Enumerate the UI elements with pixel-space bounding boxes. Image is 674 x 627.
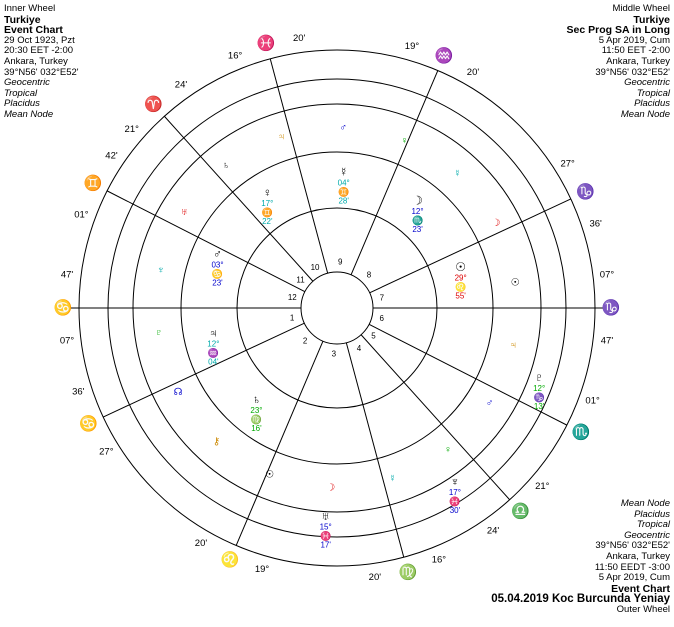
cusp-degree: 01°	[74, 209, 89, 221]
cusp-sign-capricorn-icon: ♑	[601, 299, 621, 317]
planet-degree: 15°	[319, 522, 332, 532]
cusp-minutes: 24'	[486, 525, 500, 537]
house-number: 6	[379, 314, 384, 324]
planet-degree: 12°	[411, 207, 424, 217]
middle-chart-date: 5 Apr 2019, Cum	[598, 34, 670, 46]
house-number: 2	[302, 336, 308, 346]
progressed-glyph-icon: ♄	[222, 160, 230, 172]
outer-chart-place: Ankara, Turkey	[606, 550, 670, 562]
planet-sign-icon: ♏	[411, 215, 424, 226]
planet-sign-icon: ♒	[207, 348, 219, 359]
house-cusp-line	[351, 97, 426, 275]
house-number: 4	[356, 343, 362, 353]
cusp-minutes: 24'	[174, 79, 188, 91]
planet-sign-icon: ♊	[338, 187, 350, 198]
cusp-degree: 19°	[254, 563, 270, 575]
middle-option: Mean Node	[620, 108, 670, 120]
planet-minutes: 13'	[533, 402, 545, 412]
planet-glyph-icon: ♆	[450, 474, 460, 489]
inner-chart-coords: 39°N56' 032°E52'	[4, 66, 79, 78]
cusp-minutes: 20'	[466, 66, 480, 78]
house-cusp-tick	[426, 71, 437, 98]
progressed-glyph-icon: ♅	[180, 207, 189, 219]
progressed-glyph-icon: ♃	[509, 339, 517, 351]
progressed-glyph-icon: ☽	[326, 482, 336, 494]
cusp-minutes: 47'	[60, 269, 74, 281]
house-cusp-line	[184, 138, 313, 281]
progressed-glyph-icon: ♀	[400, 135, 409, 147]
progressed-glyph-icon: ☿	[388, 473, 397, 485]
outer-wheel-label: Outer Wheel	[616, 603, 670, 615]
planet-glyph-icon: ♇	[534, 370, 544, 385]
cusp-degree: 27°	[99, 446, 114, 458]
planet-sign-icon: ♋	[211, 269, 224, 280]
progressed-glyph-icon: ☊	[173, 387, 183, 399]
house-cusp-tick	[270, 59, 278, 87]
outer-option: Mean Node	[620, 498, 670, 509]
house-cusp-tick	[103, 405, 129, 417]
cusp-degree: 21°	[535, 480, 550, 492]
planet-minutes: 23'	[212, 278, 223, 288]
house-number: 3	[331, 349, 337, 359]
planet-sign-icon: ♓	[449, 496, 461, 507]
cusp-degree: 16°	[431, 554, 447, 566]
planet-degree: 03°	[211, 260, 224, 270]
inner-chart-place: Ankara, Turkey	[4, 55, 68, 67]
progressed-glyph-icon: ♂	[485, 397, 494, 409]
middle-option: Tropical	[636, 87, 670, 99]
outer-chart-coords: 39°N56' 032°E52'	[595, 540, 670, 552]
outer-option: Tropical	[636, 519, 670, 531]
middle-chart-place: Ankara, Turkey	[606, 55, 670, 67]
planet-glyph-icon: ☽	[412, 193, 423, 208]
planet-sign-icon: ♍	[250, 414, 263, 425]
middle-option: Placidus	[634, 98, 670, 110]
cusp-minutes: 20'	[368, 571, 382, 583]
house-cusp-tick	[541, 412, 567, 425]
progressed-glyph-icon: ☿	[453, 168, 462, 180]
planet-degree: 17°	[261, 199, 274, 209]
cusp-sign-pisces-icon: ♓	[256, 34, 276, 52]
cusp-sign-cancer-icon: ♋	[53, 299, 73, 317]
house-number: 11	[296, 275, 305, 285]
cusp-minutes: 36'	[72, 386, 85, 398]
middle-chart-time: 11:50 EET -2:00	[601, 45, 670, 57]
middle-chart-name: Turkiye	[633, 13, 670, 26]
planet-minutes: 22'	[262, 217, 273, 227]
cusp-sign-cancer-icon: ♋	[79, 415, 99, 433]
inner-chart-date: 29 Oct 1923, Pzt	[4, 34, 75, 46]
inner-option: Placidus	[4, 98, 40, 110]
outer-option: Geocentric	[624, 529, 670, 541]
progressed-glyph-icon: ♃	[277, 131, 286, 143]
cusp-sign-aquarius-icon: ♒	[434, 47, 454, 65]
cusp-minutes: 47'	[600, 335, 614, 347]
planet-degree: 12°	[207, 339, 220, 349]
middle-option: Geocentric	[624, 77, 670, 89]
house-number: 8	[366, 270, 372, 280]
planet-minutes: 17'	[320, 540, 331, 550]
cusp-minutes: 20'	[292, 33, 306, 45]
house-number: 12	[287, 292, 297, 302]
progressed-glyph-icon: ♆	[157, 265, 165, 277]
house-cusp-tick	[164, 116, 183, 138]
cusp-degree: 19°	[404, 41, 420, 53]
inner-chart-type: Event Chart	[4, 24, 63, 37]
inner-option: Tropical	[4, 87, 38, 99]
middle-chart-type: Sec Prog SA in Long	[566, 24, 670, 37]
house-number: 7	[379, 293, 385, 303]
house-cusp-line	[361, 335, 490, 478]
cusp-degree: 27°	[560, 158, 575, 170]
house-cusp-tick	[236, 519, 247, 546]
planet-sign-icon: ♑	[533, 392, 545, 403]
cusp-minutes: 42'	[105, 150, 118, 162]
house-cusp-line	[278, 87, 328, 273]
cusp-minutes: 20'	[194, 538, 208, 550]
cusp-sign-scorpio-icon: ♏	[571, 423, 591, 441]
planet-degree: 17°	[448, 488, 461, 498]
house-cusp-tick	[107, 191, 133, 204]
middle-wheel-label: Middle Wheel	[612, 3, 670, 14]
progressed-glyph-icon: ♂	[339, 122, 348, 134]
inner-chart-name: Turkiye	[4, 13, 41, 26]
inner-wheel-label: Inner Wheel	[4, 3, 56, 14]
cusp-degree: 07°	[59, 335, 75, 347]
outer-chart-type: Event Chart	[611, 582, 670, 595]
planet-sign-icon: ♌	[455, 281, 467, 292]
ring-hub	[301, 272, 373, 344]
house-cusp-tick	[396, 529, 404, 557]
house-number: 10	[310, 263, 320, 273]
house-cusp-line	[369, 324, 541, 412]
planet-glyph-icon: ♀	[262, 185, 272, 200]
cusp-sign-libra-icon: ♎	[510, 503, 530, 521]
planet-minutes: 30'	[449, 506, 461, 516]
planet-glyph-icon: ☉	[455, 259, 467, 274]
planet-glyph-icon: ♂	[213, 247, 223, 262]
cusp-sign-leo-icon: ♌	[220, 551, 240, 569]
cusp-degree: 16°	[227, 50, 243, 62]
house-number: 5	[371, 331, 376, 341]
outer-chart-date: 5 Apr 2019, Cum	[598, 572, 670, 584]
cusp-sign-gemini-icon: ♊	[83, 175, 103, 193]
house-cusp-line	[346, 343, 396, 529]
progressed-glyph-icon: ☉	[265, 469, 275, 481]
planet-sign-icon: ♓	[320, 531, 332, 542]
planet-minutes: 55'	[455, 291, 466, 301]
house-number: 1	[289, 313, 295, 323]
planet-degree: 23°	[250, 405, 263, 415]
progressed-glyph-icon: ☉	[510, 277, 520, 289]
house-cusp-tick	[545, 199, 571, 211]
cusp-minutes: 36'	[589, 218, 602, 230]
planet-glyph-icon: ♃	[208, 326, 218, 341]
cusp-degree: 07°	[599, 269, 615, 281]
house-cusp-tick	[490, 478, 509, 500]
planet-minutes: 28'	[338, 196, 349, 206]
outer-option: Placidus	[634, 508, 670, 520]
planet-minutes: 16'	[251, 423, 262, 433]
cusp-sign-virgo-icon: ♍	[398, 564, 418, 582]
planet-glyph-icon: ☿	[339, 165, 349, 180]
cusp-sign-capricorn-icon: ♑	[575, 183, 595, 201]
middle-chart-coords: 39°N56' 032°E52'	[595, 66, 670, 78]
inner-chart-time: 20:30 EET -2:00	[4, 45, 74, 57]
house-number: 9	[337, 257, 343, 267]
inner-option: Geocentric	[4, 77, 50, 89]
planet-sign-icon: ♊	[261, 207, 273, 218]
progressed-glyph-icon: ☽	[491, 217, 501, 229]
inner-option: Mean Node	[4, 108, 54, 120]
planet-degree: 04°	[337, 178, 350, 188]
planet-minutes: 04'	[208, 357, 219, 367]
planet-glyph-icon: ♅	[321, 509, 331, 524]
planet-degree: 12°	[533, 384, 546, 394]
cusp-sign-aries-icon: ♈	[144, 95, 164, 113]
planet-degree: 29°	[454, 273, 467, 283]
outer-chart-name: 05.04.2019 Koc Burcunda Yeniay	[491, 593, 670, 606]
cusp-degree: 01°	[585, 395, 600, 407]
planet-glyph-icon: ♄	[251, 392, 261, 407]
progressed-glyph-icon: ⚷	[212, 436, 221, 448]
planet-minutes: 23'	[412, 225, 423, 235]
progressed-glyph-icon: ♇	[155, 327, 163, 339]
cusp-degree: 21°	[124, 124, 139, 136]
outer-chart-time: 11:50 EEDT -3:00	[594, 561, 670, 573]
progressed-glyph-icon: ♀	[444, 444, 452, 456]
